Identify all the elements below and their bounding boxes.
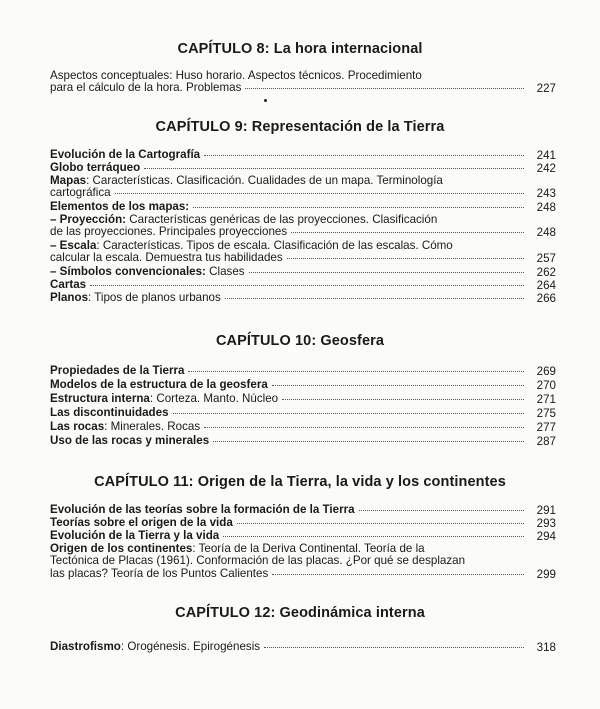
toc-entry bbox=[50, 504, 528, 516]
entry-text: : Teoría de la Deriva Continental. Teoría de la bbox=[192, 542, 425, 555]
leader-dots bbox=[188, 371, 524, 372]
toc-entry bbox=[50, 214, 528, 239]
leader-dots bbox=[204, 427, 524, 428]
entry-text: : Características. Tipos de escala. Clasificación de las escalas. Cómo bbox=[96, 239, 453, 252]
entry-heading: Evolución de la Cartografía bbox=[50, 148, 201, 161]
page-number: 242 bbox=[536, 162, 556, 175]
entry-text-cont: las placas? Teoría de los Puntos Calientes bbox=[50, 566, 269, 580]
chapter-9-title: CAPÍTULO 9: Representación de la Tierra bbox=[155, 119, 445, 135]
leader-dots bbox=[359, 510, 524, 511]
leader-dots bbox=[193, 207, 524, 208]
chapter-10-title: CAPÍTULO 10: Geosfera bbox=[215, 333, 385, 349]
entry-heading: Elementos de los mapas: bbox=[50, 200, 190, 213]
toc-entry bbox=[50, 292, 528, 304]
entry-heading: Origen de los continentes bbox=[50, 542, 193, 555]
leader-dots bbox=[291, 232, 524, 233]
entry-text: : Tipos de planos urbanos bbox=[88, 291, 221, 304]
toc-entry bbox=[50, 149, 528, 161]
page-number: 275 bbox=[536, 407, 556, 420]
toc-entry bbox=[50, 266, 528, 278]
toc-entry bbox=[50, 393, 528, 405]
entry-text-cont: de las proyecciones. Principales proyecciones bbox=[50, 225, 288, 239]
leader-dots bbox=[287, 258, 524, 259]
toc-entry bbox=[50, 407, 528, 419]
entry-text-cont: calcular la escala. Demuestra tus habilidades bbox=[50, 251, 283, 265]
toc-entry bbox=[50, 543, 528, 580]
entry-heading: Planos bbox=[50, 291, 89, 304]
toc-entry bbox=[50, 162, 528, 174]
entry-heading: – Símbolos convencionales: bbox=[50, 265, 206, 278]
entry-heading: – Proyección: bbox=[50, 213, 127, 226]
entry-heading: Propiedades de la Tierra bbox=[50, 364, 185, 377]
entry-heading: Las rocas bbox=[50, 420, 105, 433]
page-number: 264 bbox=[536, 279, 556, 292]
entry-heading: – Escala bbox=[50, 239, 97, 252]
toc-entry bbox=[50, 530, 528, 542]
toc-entry bbox=[50, 175, 528, 200]
leader-dots bbox=[249, 272, 524, 273]
leader-dots bbox=[90, 285, 524, 286]
leader-dots bbox=[272, 385, 524, 386]
leader-dots bbox=[173, 413, 524, 414]
page-number: 269 bbox=[536, 365, 556, 378]
toc-entry bbox=[50, 517, 528, 529]
toc-entry bbox=[50, 70, 528, 95]
entry-text: : Orogénesis. Epirogénesis bbox=[120, 640, 261, 653]
entry-text: : Minerales. Rocas bbox=[104, 420, 201, 433]
page-number: 287 bbox=[536, 435, 556, 448]
entry-heading: Globo terráqueo bbox=[50, 161, 141, 174]
page-number: 299 bbox=[536, 568, 556, 581]
entry-heading: Diastrofismo bbox=[50, 640, 121, 653]
entry-text: : Corteza. Manto. Núcleo bbox=[149, 392, 279, 405]
leader-dots bbox=[245, 88, 524, 89]
toc-entry bbox=[50, 240, 528, 265]
entry-text-cont: para el cálculo de la hora. Problemas bbox=[50, 81, 242, 95]
page-number: 266 bbox=[536, 292, 556, 305]
leader-dots bbox=[144, 168, 524, 169]
leader-dots bbox=[115, 193, 524, 194]
entry-heading: Evolución de las teorías sobre la formación de la Tierra bbox=[50, 503, 355, 516]
entry-heading: Teorías sobre el origen de la vida bbox=[50, 516, 233, 529]
leader-dots bbox=[237, 523, 524, 524]
toc-entry bbox=[50, 279, 528, 291]
entry-heading: Modelos de la estructura de la geosfera bbox=[50, 378, 268, 391]
page-number: 257 bbox=[536, 252, 556, 265]
print-speck bbox=[264, 99, 267, 102]
page-number: 270 bbox=[536, 379, 556, 392]
entry-text-cont: Tectónica de Placas (1961). Conformación de las placas. ¿Por qué se desplazan bbox=[50, 554, 466, 568]
leader-dots bbox=[223, 536, 524, 537]
leader-dots bbox=[282, 399, 524, 400]
leader-dots bbox=[204, 155, 524, 156]
page-number: 243 bbox=[536, 187, 556, 200]
entry-text: : Características. Clasificación. Cualidades de un mapa. Terminología bbox=[86, 174, 443, 187]
entry-heading: Cartas bbox=[50, 278, 87, 291]
toc-entry bbox=[50, 641, 528, 653]
leader-dots bbox=[225, 298, 524, 299]
toc-entry bbox=[50, 435, 528, 447]
entry-text-cont: cartográfica bbox=[50, 186, 111, 200]
page-number: 294 bbox=[536, 530, 556, 543]
entry-text: Aspectos conceptuales: Huso horario. Aspectos técnicos. Procedimiento bbox=[50, 69, 422, 82]
page-number: 293 bbox=[536, 517, 556, 530]
entry-text: Clases bbox=[205, 265, 245, 278]
page-number: 271 bbox=[536, 393, 556, 406]
leader-dots bbox=[264, 647, 524, 648]
chapter-8-title: CAPÍTULO 8: La hora internacional bbox=[177, 41, 423, 57]
leader-dots bbox=[213, 441, 524, 442]
toc-entry bbox=[50, 421, 528, 433]
page-number: 277 bbox=[536, 421, 556, 434]
page-number: 227 bbox=[536, 82, 556, 95]
toc-entry bbox=[50, 379, 528, 391]
entry-text: Características genéricas de las proyecciones. Clasificación bbox=[126, 213, 438, 226]
toc-entry bbox=[50, 201, 528, 213]
chapter-11-title: CAPÍTULO 11: Origen de la Tierra, la vida y los continentes bbox=[94, 474, 506, 490]
entry-heading: Las discontinuidades bbox=[50, 406, 169, 419]
page-number: 248 bbox=[536, 201, 556, 214]
page-number: 318 bbox=[536, 641, 556, 654]
entry-heading: Uso de las rocas y minerales bbox=[50, 434, 210, 447]
leader-dots bbox=[272, 574, 524, 575]
chapter-12-title: CAPÍTULO 12: Geodinámica interna bbox=[175, 605, 425, 621]
page-number: 262 bbox=[536, 266, 556, 279]
entry-heading: Estructura interna bbox=[50, 392, 150, 405]
toc-entry bbox=[50, 365, 528, 377]
page-number: 241 bbox=[536, 149, 556, 162]
page-number: 248 bbox=[536, 226, 556, 239]
entry-heading: Mapas bbox=[50, 174, 87, 187]
entry-heading: Evolución de la Tierra y la vida bbox=[50, 529, 220, 542]
page-number: 291 bbox=[536, 504, 556, 517]
